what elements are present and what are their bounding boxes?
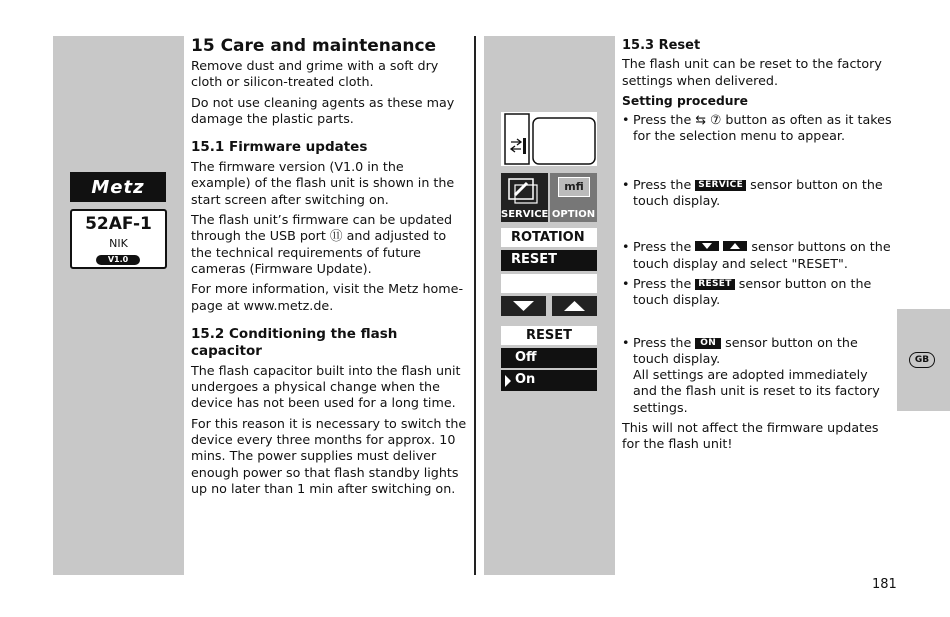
step-4-text: sensor button on the touch display. bbox=[633, 275, 872, 308]
capacitor-paragraph-2: For this reason it is necessary to switch the device every three months for approx. 10 mins. The power supplies must deliver enough power so that flash standby lights up no later than 1 min after switching on. bbox=[191, 415, 467, 496]
firmware-paragraph-2 bbox=[191, 212, 467, 277]
mfi-icon-label: mfi bbox=[564, 180, 584, 193]
up-arrow-badge bbox=[723, 241, 747, 251]
version-badge bbox=[96, 255, 140, 265]
reset-option-on-label: On bbox=[515, 372, 536, 387]
arrow-down-icon bbox=[501, 296, 546, 316]
reset-intro: The flash unit can be reset to the factory settings when delivered. bbox=[622, 56, 882, 88]
metz-logo-text: Metz bbox=[91, 176, 145, 198]
step-5-text: sensor button on the touch display. bbox=[633, 334, 858, 366]
left-illustration-panel bbox=[53, 36, 184, 575]
step-3-prefix: Press the bbox=[633, 239, 692, 255]
scroll-down-button[interactable] bbox=[501, 296, 546, 316]
menu-blank-row bbox=[501, 274, 597, 293]
start-screen-display bbox=[70, 209, 167, 269]
step-1 bbox=[622, 112, 894, 145]
page-number: 181 bbox=[872, 577, 897, 592]
on-badge: ON bbox=[695, 338, 721, 349]
firmware-heading: 15.1 Firmware updates bbox=[191, 139, 368, 156]
version-text: V1.0 bbox=[107, 255, 129, 264]
option-tile[interactable] bbox=[550, 173, 597, 222]
reset-heading: 15.3 Reset bbox=[622, 38, 701, 53]
step-4-prefix: Press the bbox=[633, 275, 692, 291]
firmware-paragraph-1: The firmware version (V1.0 in the example) of the flash unit is shown in the start screen after switching on. bbox=[191, 159, 455, 207]
usb-port-number: ⑪ bbox=[329, 228, 343, 244]
scroll-up-button[interactable] bbox=[552, 296, 597, 316]
language-code: GB bbox=[914, 355, 930, 365]
mode-switch-icon: ⇆ bbox=[695, 112, 706, 128]
down-arrow-badge bbox=[695, 241, 719, 251]
step-2-text: sensor button on the touch display. bbox=[633, 176, 883, 209]
menu-item-reset[interactable] bbox=[501, 250, 597, 271]
selection-arrow-icon bbox=[504, 375, 512, 387]
wrench-icon bbox=[501, 173, 548, 205]
capacitor-paragraph-1: The flash capacitor built into the flash unit undergoes a physical change when the device has not been used for a long time. bbox=[191, 362, 461, 411]
option-tile-label: OPTION bbox=[551, 209, 596, 220]
system-label: NIK bbox=[109, 237, 128, 250]
reset-screen-title bbox=[501, 326, 597, 345]
intro-paragraph-1: Remove dust and grime with a soft dry cloth or silicon-treated cloth. bbox=[191, 58, 439, 90]
arrow-up-small-icon bbox=[723, 241, 747, 251]
reset-note: This will not affect the firmware updates for the flash unit! bbox=[622, 420, 879, 452]
metz-logo bbox=[70, 172, 166, 202]
menu-item-rotation-label: ROTATION bbox=[511, 230, 585, 245]
arrow-down-small-icon bbox=[695, 241, 719, 251]
step-5-result: All settings are adopted immediately and the flash unit is reset to its factory settings. bbox=[633, 367, 880, 415]
step-3 bbox=[622, 239, 894, 272]
step-4 bbox=[622, 276, 894, 309]
service-tile[interactable] bbox=[501, 173, 548, 222]
reset-screen-title-label: RESET bbox=[525, 328, 572, 343]
step-2 bbox=[622, 177, 894, 210]
language-badge bbox=[909, 352, 935, 368]
firmware-paragraph-2b: and adjusted to the technical requirements of future cameras (Firmware Update). bbox=[191, 228, 447, 276]
menu-item-rotation[interactable] bbox=[501, 228, 597, 247]
service-tile-label: SERVICE bbox=[501, 209, 549, 220]
reset-option-off[interactable] bbox=[501, 348, 597, 368]
menu-item-reset-label: RESET bbox=[511, 252, 558, 267]
step-1-prefix: Press the bbox=[633, 112, 692, 128]
setting-procedure-heading: Setting procedure bbox=[622, 93, 748, 108]
firmware-paragraph-2a: The flash unit’s firmware can be updated through the USB port bbox=[191, 212, 453, 244]
step-1-text: button as often as it takes for the selection menu to appear. bbox=[633, 112, 892, 144]
page-title: 15 Care and maintenance bbox=[191, 36, 437, 56]
arrow-up-icon bbox=[552, 296, 597, 316]
step-3-text: sensor buttons on the touch display and select "RESET". bbox=[633, 239, 891, 271]
step-2-prefix: Press the bbox=[633, 176, 692, 192]
service-badge: SERVICE bbox=[695, 180, 746, 191]
firmware-paragraph-3: For more information, visit the Metz home-page at www.metz.de. bbox=[191, 281, 464, 313]
mfi-icon bbox=[558, 177, 590, 197]
button-number: ⑦ bbox=[709, 112, 722, 128]
intro-paragraph-2: Do not use cleaning agents as these may damage the plastic parts. bbox=[191, 94, 455, 126]
reset-option-off-label: Off bbox=[515, 350, 537, 365]
column-divider bbox=[474, 36, 476, 575]
step-5-prefix: Press the bbox=[633, 334, 692, 350]
language-tab bbox=[897, 309, 950, 411]
reset-badge: RESET bbox=[695, 279, 734, 290]
model-name: 52AF-1 bbox=[85, 214, 152, 234]
step-5 bbox=[622, 335, 894, 416]
flash-unit-outline bbox=[501, 112, 597, 166]
capacitor-heading: 15.2 Conditioning the flash capacitor bbox=[191, 325, 398, 359]
reset-option-on[interactable] bbox=[501, 370, 597, 391]
left-text-column bbox=[191, 58, 467, 501]
flash-unit-button-illustration bbox=[501, 112, 597, 166]
right-text-column bbox=[622, 38, 894, 457]
